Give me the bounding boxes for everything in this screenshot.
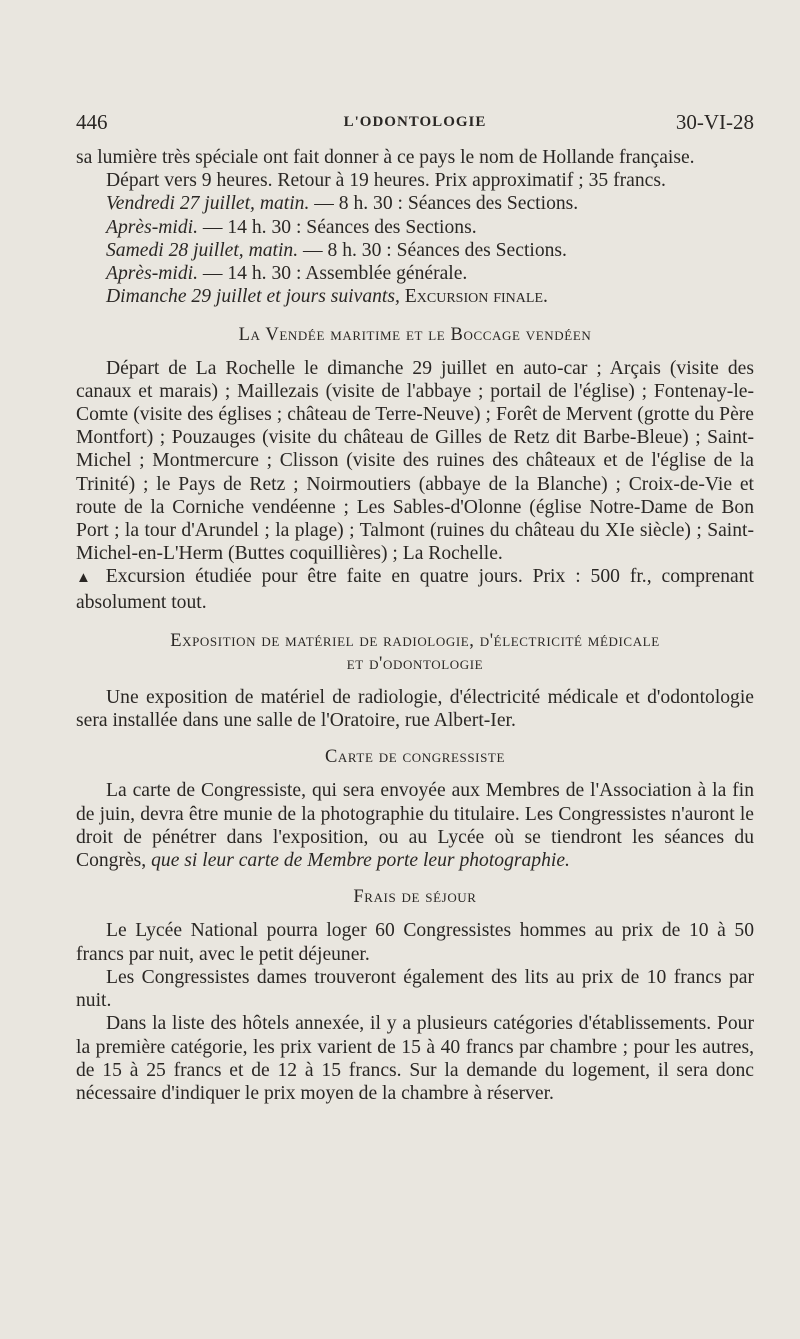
schedule-item xyxy=(76,262,754,285)
carte-emphasis: que si leur carte de Membre porte leur photographie. xyxy=(151,850,570,872)
schedule-what: Excursion finale. xyxy=(399,286,548,308)
carte-text: La carte de Congressiste, qui sera envoyée aux Membres de l'Association à la fin de juin, devra être munie de la photographie du titulaire. Les Congressistes n'auront le droit de pénétrer dans l'exposition, ou au Lycée où se tiendront les séances du Congrès, xyxy=(76,780,754,872)
heading-line: Exposition de matériel de radiologie, d'électricité médicale xyxy=(170,630,660,651)
section-heading-exposition xyxy=(76,630,754,676)
schedule-when: Samedi 28 juillet, matin. xyxy=(106,239,299,261)
carte-paragraph xyxy=(76,779,754,872)
frais-paragraph: Dans la liste des hôtels annexée, il y a plusieurs catégories d'établissements. Pour la première catégorie, les prix varient de 15 à 40 francs par chambre ; pour les autres, de 15 à 25 francs et de 12 à 15 francs. Sur la demande du logement, il sera donc nécessaire d'indiquer le prix moyen de la chambre à réserver. xyxy=(76,1013,754,1104)
running-header xyxy=(76,110,754,140)
section-heading-carte: Carte de congressiste xyxy=(324,747,506,768)
schedule-list xyxy=(76,192,754,308)
excursion-text: Excursion étudiée pour être faite en quatre jours. Prix : 500 fr., comprenant absolument tout. xyxy=(76,566,754,613)
heading-line: et d'odontologie xyxy=(346,653,484,674)
intro-paragraph: sa lumière très spéciale ont fait donner à ce pays le nom de Hollande française. xyxy=(76,147,695,168)
page-number: 446 xyxy=(76,110,108,134)
journal-title: L'ODONTOLOGIE xyxy=(343,114,487,130)
schedule-when: Dimanche 29 juillet et jours suivants, xyxy=(106,286,400,308)
depart-paragraph: Départ vers 9 heures. Retour à 19 heures. Prix approximatif ; 35 francs. xyxy=(106,170,666,192)
page-body xyxy=(76,146,754,1105)
schedule-when: Vendredi 27 juillet, matin. xyxy=(106,193,310,215)
schedule-what: — 14 h. 30 : Séances des Sections. xyxy=(197,216,477,238)
exposition-paragraph: Une exposition de matériel de radiologie, d'électricité médicale et d'odontologie sera installée dans une salle de l'Oratoire, rue Albert-Ier. xyxy=(76,686,754,732)
schedule-item xyxy=(76,216,754,239)
printer-mark-icon: ▲ xyxy=(76,570,96,587)
issue-date: 30-VI-28 xyxy=(675,110,754,134)
schedule-item xyxy=(76,285,754,308)
schedule-what: — 8 h. 30 : Séances des Sections. xyxy=(309,193,579,215)
section-heading-frais: Frais de séjour xyxy=(353,887,477,908)
schedule-what: — 8 h. 30 : Séances des Sections. xyxy=(298,239,567,261)
vendee-paragraph: Départ de La Rochelle le dimanche 29 juillet en auto-car ; Arçais (visite des canaux et marais) ; Maillezais (visite de l'abbaye ; portail de l'église) ; Fontenay-le-Comte (visite des églises ; château de Terre-Neuve) ; Forêt de Mervent (grotte du Père Montfort) ; Pouzauges (visite du château de Gilles de Retz dit Barbe-Bleue) ; Saint-Michel ; Montmercure ; Clisson (visite des ruines des châteaux et de l'église de la Trinité) ; le Pays de Retz ; Noirmoutiers (abbaye de la Blanche) ; Croix-de-Vie et route de la Corniche vendéenne ; Les Sables-d'Olonne (église Notre-Dame de Bon Port ; la tour d'Arundel ; la plage) ; Talmont (ruines du château du XIe siècle) ; Saint-Michel-en-L'Herm (Buttes coquillières) ; La Rochelle. xyxy=(76,357,754,565)
frais-paragraph: Le Lycée National pourra loger 60 Congressistes hommes au prix de 10 à 50 francs par nuit, avec le petit déjeuner. xyxy=(76,920,754,965)
schedule-when: Après-midi. xyxy=(106,263,198,285)
section-heading-vendee: La Vendée maritime et le Boccage vendéen xyxy=(238,325,592,346)
schedule-when: Après-midi. xyxy=(106,216,198,238)
frais-paragraph: Les Congressistes dames trouveront également des lits au prix de 10 francs par nuit. xyxy=(76,966,754,1012)
schedule-what: — 14 h. 30 : Assemblée générale. xyxy=(197,263,468,285)
schedule-item xyxy=(76,239,754,262)
schedule-item xyxy=(76,192,754,215)
excursion-paragraph xyxy=(76,565,754,613)
